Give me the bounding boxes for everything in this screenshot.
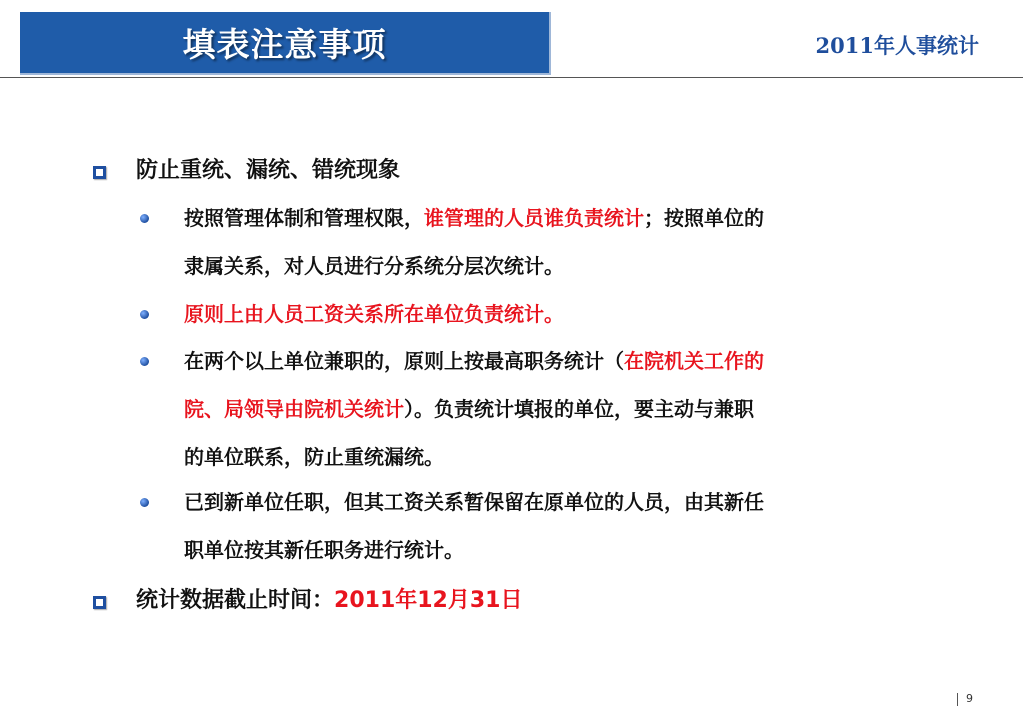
- sub-bullet-4-line-1: 已到新单位任职，但其工资关系暂保留在原单位的人员，由其新任: [184, 490, 764, 514]
- highlight-text: 在院机关工作的: [624, 349, 764, 373]
- page-number-divider: [957, 693, 958, 706]
- dot-bullet-icon: [140, 214, 149, 223]
- text-span: ）。负责统计填报的单位，要主动与兼职: [404, 397, 754, 421]
- sub-bullet-4: [184, 478, 954, 574]
- bullet-main-2: [136, 583, 522, 614]
- page-number: 9: [966, 692, 973, 705]
- bullet-main-1: 防止重统、漏统、错统现象: [136, 158, 401, 183]
- dot-bullet-icon: [140, 310, 149, 319]
- sub-bullet-3-line-1: [184, 337, 954, 385]
- slide-title: 填表注意事项: [182, 25, 387, 64]
- text-span: ；按照单位的: [644, 206, 764, 230]
- square-bullet-icon: [93, 596, 106, 609]
- sub-bullet-3-line-3: 的单位联系，防止重统漏统。: [184, 445, 444, 469]
- text-span: 按照管理体制和管理权限，: [184, 206, 424, 230]
- sub-bullet-4-line-2: 职单位按其新任职务进行统计。: [184, 538, 464, 562]
- sub-bullet-1: [184, 194, 954, 290]
- text-span: 在两个以上单位兼职的，原则上按最高职务统计（: [184, 349, 624, 373]
- highlight-text: 院、局领导由院机关统计: [184, 397, 404, 421]
- sub-bullet-3-line-2: [184, 385, 954, 433]
- highlight-text: 谁管理的人员谁负责统计: [424, 206, 644, 230]
- sub-bullet-2-line-1: 原则上由人员工资关系所在单位负责统计。: [184, 302, 564, 326]
- slide-subtitle: 2011年人事统计: [815, 33, 979, 58]
- sub-bullet-1-line-2: 隶属关系，对人员进行分系统分层次统计。: [184, 254, 564, 278]
- dot-bullet-icon: [140, 498, 149, 507]
- sub-bullet-2: [184, 290, 954, 338]
- dot-bullet-icon: [140, 357, 149, 366]
- text-span: 统计数据截止时间：: [136, 588, 335, 613]
- square-bullet-icon: [93, 166, 106, 179]
- deadline-date: 2011年12月31日: [334, 588, 523, 613]
- sub-bullet-3: [184, 337, 954, 481]
- sub-bullet-1-line-1: [184, 194, 954, 242]
